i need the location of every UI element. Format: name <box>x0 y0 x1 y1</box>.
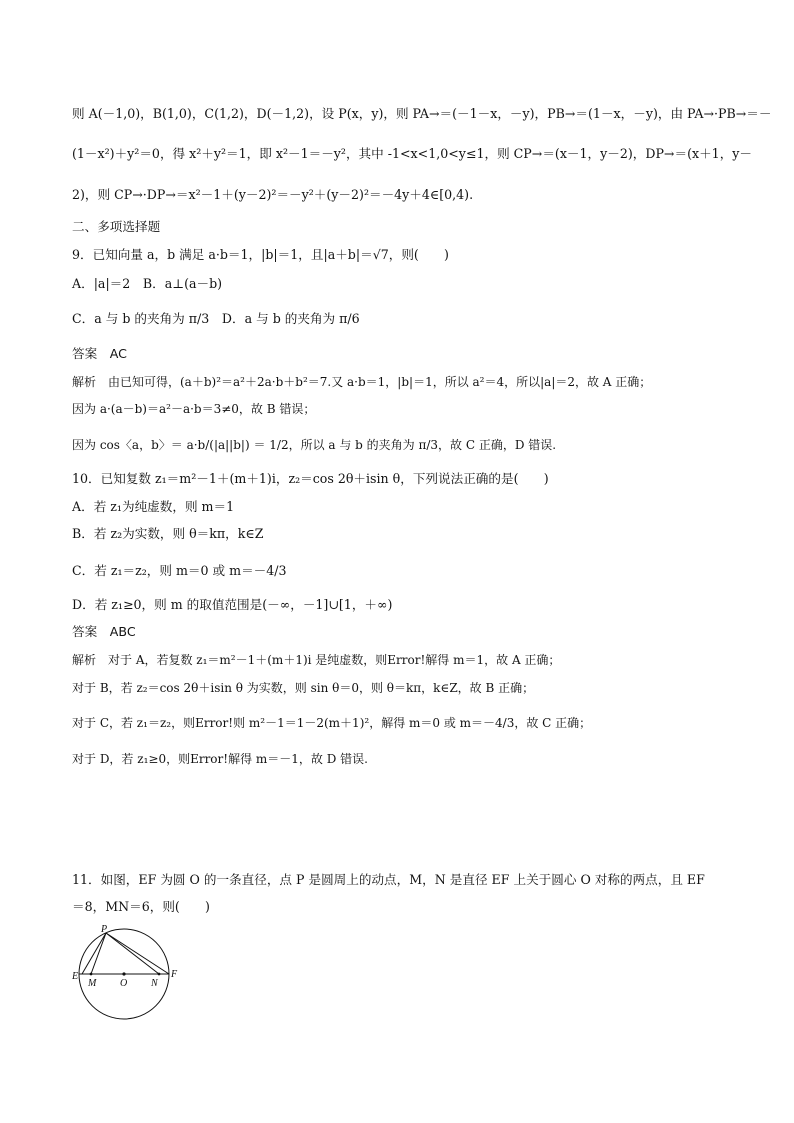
section-heading: 二、多项选择题 <box>72 219 161 234</box>
q9-analysis-2: 因为 a·(a－b)＝a²－a·b＝3≠0，故 B 错误； <box>72 402 316 416</box>
center-point <box>122 972 125 975</box>
label-n: N <box>151 978 158 989</box>
point-n <box>158 973 161 976</box>
q10-analysis-2: 对于 B，若 z₂＝cos 2θ＋isin θ 为实数，则 sin θ＝0，则 θ＝kπ，k∈Z，故 B 正确； <box>72 681 535 695</box>
segment-pn <box>106 933 159 974</box>
label-o: O <box>120 978 128 989</box>
question-11: 11．如图，EF 为圆 O 的一条直径，点 P 是圆周上的动点，M，N 是直径 EF 上关于圆心 O 对称的两点，且 EF <box>72 872 705 887</box>
q10-option-a: A．若 z₁为纯虚数，则 m＝1 <box>72 499 235 514</box>
label-f: F <box>171 969 178 980</box>
segment-pf <box>106 933 169 974</box>
solution-line-1: 则 A(－1,0)，B(1,0)，C(1,2)，D(－1,2)，设 P(x，y)，则 PA→＝(－1－x，－y)，PB→＝(1－x，－y)，由 PA→·PB→＝－ <box>72 106 772 121</box>
q10-analysis-3: 对于 C，若 z₁＝z₂，则Error!则 m²－1＝1－2(m＋1)²，解得 m＝0 或 m＝－4/3，故 C 正确； <box>72 716 592 730</box>
question-10: 10．已知复数 z₁＝m²－1＋(m＋1)i，z₂＝cos 2θ＋isin θ，下列说法正确的是( ) <box>72 471 549 486</box>
circle-figure <box>72 922 182 1022</box>
q10-option-d: D．若 z₁≥0，则 m 的取值范围是(－∞，－1]∪[1，＋∞) <box>72 597 393 612</box>
label-p: P <box>101 924 108 935</box>
label-m: M <box>88 978 97 989</box>
q10-option-c: C．若 z₁＝z₂，则 m＝0 或 m＝－4/3 <box>72 563 287 578</box>
solution-line-3: 2)，则 CP→·DP→＝x²－1＋(y－2)²＝－y²＋(y－2)²＝－4y＋4∈[0,4). <box>72 187 474 202</box>
point-m <box>90 973 93 976</box>
segment-pe <box>82 933 106 974</box>
question-9: 9．已知向量 a，b 满足 a·b＝1，|b|＝1，且|a＋b|＝√7，则( ) <box>72 247 449 262</box>
q10-option-b: B．若 z₂为实数，则 θ＝kπ，k∈Z <box>72 526 264 541</box>
segment-pm <box>91 933 106 974</box>
q10-answer: 答案 ABC <box>72 624 136 639</box>
q11-continued: ＝8，MN＝6，则( ) <box>72 899 210 914</box>
q9-answer: 答案 AC <box>72 346 127 361</box>
solution-line-2: (1－x²)＋y²＝0，得 x²＋y²＝1，即 x²－1＝－y²，其中 -1<x<1,0<y≤1，则 CP→＝(x－1，y－2)，DP→＝(x＋1，y－ <box>72 146 753 161</box>
q9-analysis-1: 解析 由已知可得，(a＋b)²＝a²＋2a·b＋b²＝7.又 a·b＝1，|b|＝1，所以 a²＝4，所以|a|＝2，故 A 正确； <box>72 375 652 389</box>
q9-options-cd: C．a 与 b 的夹角为 π/3 D．a 与 b 的夹角为 π/6 <box>72 311 360 326</box>
q9-options-ab: A．|a|＝2 B．a⊥(a－b) <box>72 276 223 291</box>
q9-analysis-3: 因为 cos〈a，b〉＝ a·b/(|a||b|) ＝ 1/2，所以 a 与 b 的夹角为 π/3，故 C 正确，D 错误. <box>72 438 557 452</box>
q10-analysis-4: 对于 D，若 z₁≥0，则Error!解得 m＝－1，故 D 错误. <box>72 752 368 766</box>
q10-analysis-1: 解析 对于 A，若复数 z₁＝m²－1＋(m＋1)i 是纯虚数，则Error!解得 m＝1，故 A 正确； <box>72 653 561 667</box>
label-e: E <box>72 971 79 982</box>
